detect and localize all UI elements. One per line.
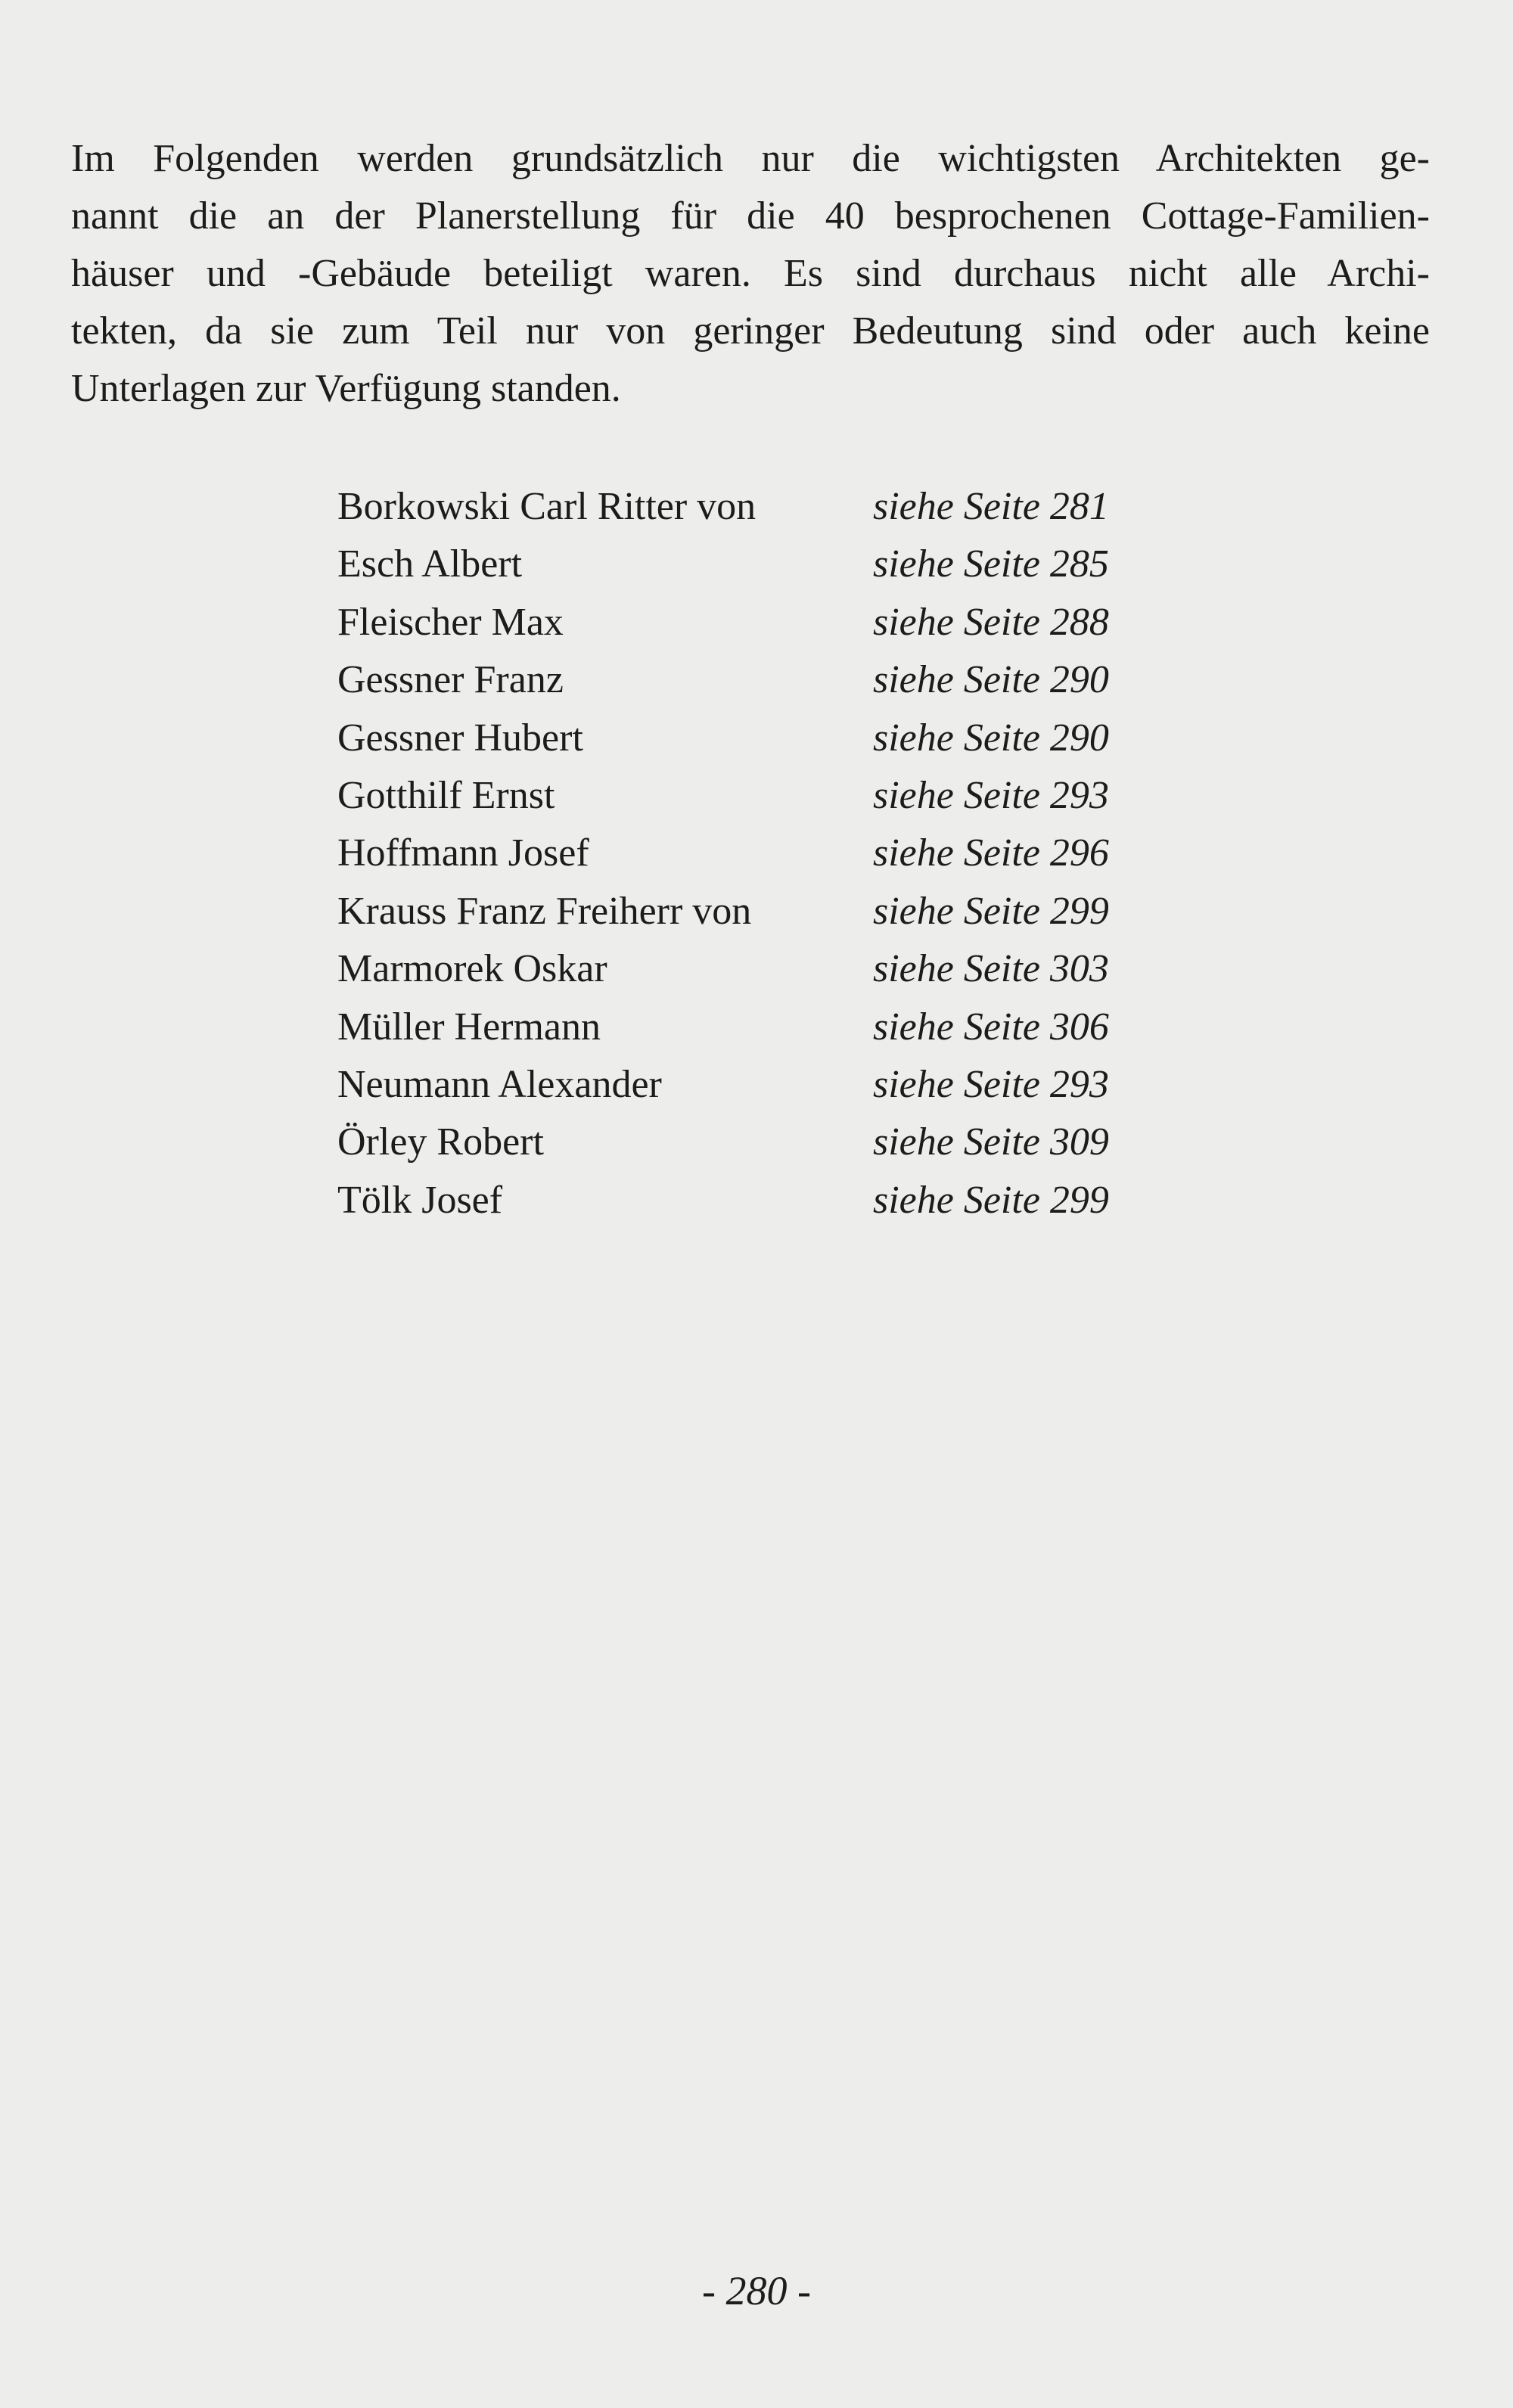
- architect-row: [337, 1114, 1245, 1171]
- architect-row: [337, 710, 1245, 767]
- page-reference: siehe Seite 293: [873, 773, 1109, 817]
- page-reference: siehe Seite 299: [873, 1178, 1109, 1222]
- page-reference: siehe Seite 306: [873, 1005, 1109, 1049]
- architect-row: [337, 478, 1245, 536]
- page-reference: siehe Seite 290: [873, 658, 1109, 702]
- architect-row: [337, 767, 1245, 825]
- architect-row: [337, 1172, 1245, 1229]
- architect-name: Örley Robert: [337, 1120, 544, 1164]
- architect-name: Gotthilf Ernst: [337, 773, 555, 817]
- architect-row: [337, 651, 1245, 709]
- intro-line: häuser und -Gebäude beteiligt waren. Es sind durchaus nicht alle Archi-: [71, 252, 1430, 295]
- architect-name: Müller Hermann: [337, 1005, 601, 1049]
- intro-line: nannt die an der Planerstellung für die 40 besprochenen Cottage-Familien-: [71, 194, 1430, 238]
- architect-name: Hoffmann Josef: [337, 831, 589, 875]
- architect-name: Krauss Franz Freiherr von: [337, 889, 752, 933]
- architect-row: [337, 999, 1245, 1056]
- page-reference: siehe Seite 293: [873, 1062, 1109, 1106]
- architect-row: [337, 825, 1245, 882]
- page-reference: siehe Seite 299: [873, 889, 1109, 933]
- intro-line: Im Folgenden werden grundsätzlich nur die wichtigsten Architekten ge-: [71, 137, 1430, 180]
- architect-name: Marmorek Oskar: [337, 947, 607, 991]
- architect-row: [337, 1056, 1245, 1114]
- architect-row: [337, 940, 1245, 998]
- architect-row: [337, 883, 1245, 940]
- architect-name: Esch Albert: [337, 542, 523, 586]
- architect-name: Tölk Josef: [337, 1178, 503, 1222]
- architect-row: [337, 536, 1245, 593]
- architect-name: Gessner Hubert: [337, 716, 583, 760]
- page-number: - 280 -: [702, 2268, 811, 2313]
- page-reference: siehe Seite 285: [873, 542, 1109, 586]
- page-reference: siehe Seite 281: [873, 485, 1109, 528]
- architect-name: Neumann Alexander: [337, 1062, 662, 1106]
- intro-line: tekten, da sie zum Teil nur von geringer Bedeutung sind oder auch keine: [71, 309, 1430, 353]
- architect-row: [337, 594, 1245, 651]
- intro-paragraph: [71, 130, 1430, 418]
- architect-name: Fleischer Max: [337, 600, 564, 644]
- architect-name: Borkowski Carl Ritter von: [337, 485, 756, 528]
- page-reference: siehe Seite 296: [873, 831, 1109, 875]
- architect-name: Gessner Franz: [337, 658, 564, 702]
- page-reference: siehe Seite 290: [873, 716, 1109, 760]
- page-reference: siehe Seite 288: [873, 600, 1109, 644]
- intro-line: Unterlagen zur Verfügung standen.: [71, 367, 621, 410]
- page-reference: siehe Seite 303: [873, 947, 1109, 991]
- architect-list: [337, 478, 1245, 1229]
- page-reference: siehe Seite 309: [873, 1120, 1109, 1164]
